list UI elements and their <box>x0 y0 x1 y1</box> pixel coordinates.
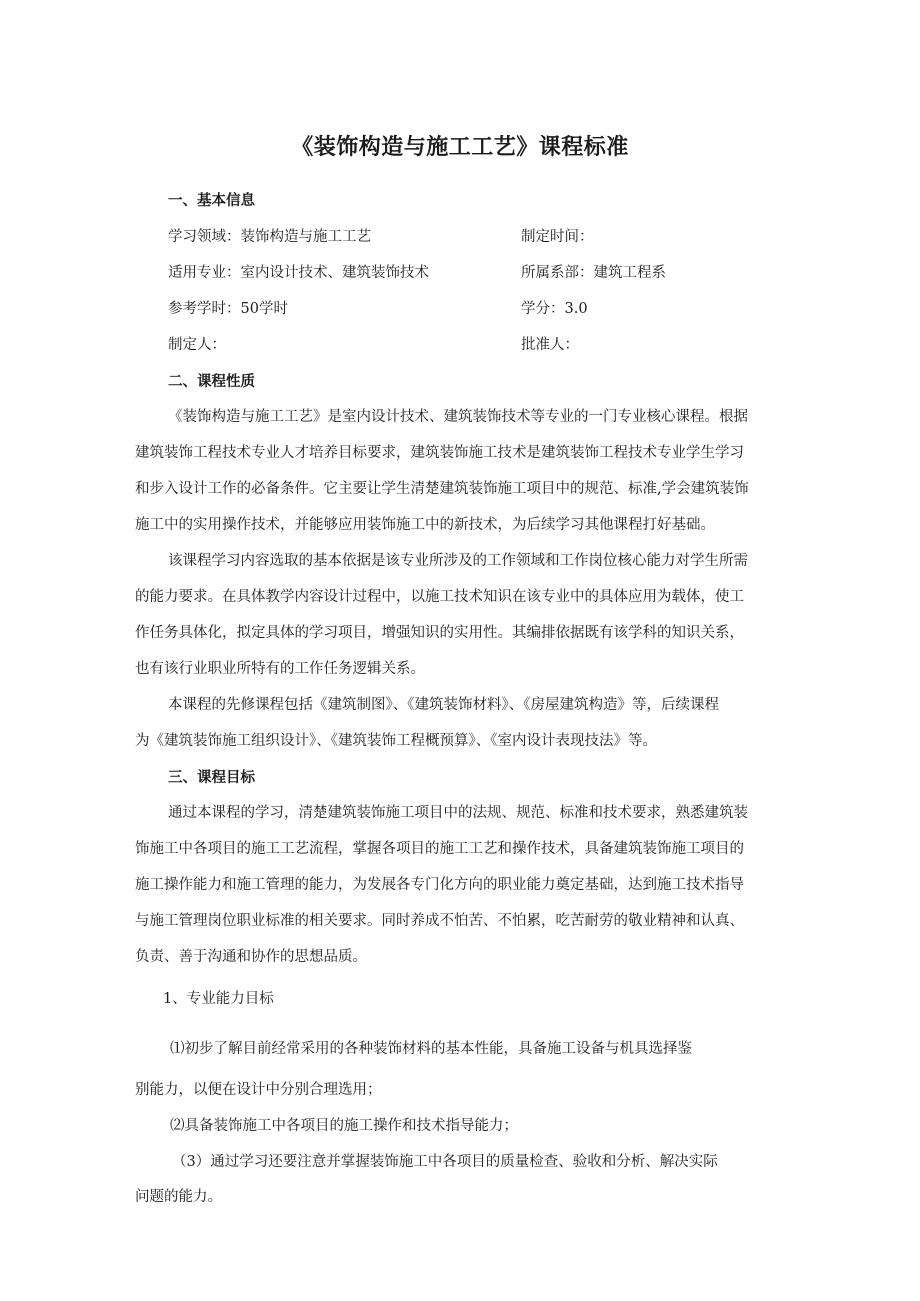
nature-p2-line: 也有该行业职业所特有的工作任务逻辑关系。 <box>135 661 425 677</box>
nature-p2-line: 该课程学习内容选取的基本依据是该专业所涉及的工作领域和工作岗位核心能力对学生所需 <box>168 553 748 569</box>
info-hours: 参考学时：50学时 <box>168 301 288 317</box>
goal-item-3-line: （3）通过学习还要注意并掌握装饰施工中各项目的质量检查、验收和分析、解决实际 <box>172 1154 718 1170</box>
goal-item-3-line: 问题的能力。 <box>135 1189 222 1205</box>
info-maker: 制定人： <box>168 337 226 353</box>
info-credit: 学分：3.0 <box>521 301 588 317</box>
nature-p1-line: 《装饰构造与施工工艺》是室内设计技术、建筑装饰技术等专业的一门专业核心课程。根据 <box>168 409 748 425</box>
goal-item-1-line: ⑴初步了解目前经常采用的各种装饰材料的基本性能，具备施工设备与机具选择鉴 <box>170 1041 692 1057</box>
goal-item-1-line: 别能力，以便在设计中分别合理选用； <box>135 1082 382 1098</box>
nature-p2-line: 的能力要求。在具体教学内容设计过程中，以施工技术知识在该专业中的具体应用为载体，使工 <box>135 589 744 605</box>
goals-p1-line: 饰施工中各项目的施工工艺流程，掌握各项目的施工工艺和操作技术，具备建筑装饰施工项目的 <box>135 841 744 857</box>
subheading-professional-ability: 1、专业能力目标 <box>163 991 274 1007</box>
nature-p1-line: 施工中的实用操作技术，并能够应用装饰施工中的新技术，为后续学习其他课程打好基础。 <box>135 517 715 533</box>
nature-p3-line: 为《建筑装饰施工组织设计》、《建筑装饰工程概预算》、《室内设计表现技法》等。 <box>135 733 657 749</box>
nature-p3-line: 本课程的先修课程包括《建筑制图》、《建筑装饰材料》、《房屋建筑构造》等，后续课程 <box>168 697 719 713</box>
nature-p1-line: 建筑装饰工程技术专业人才培养目标要求，建筑装饰施工技术是建筑装饰工程技术专业学生学习 <box>135 445 744 461</box>
section-heading-course-nature: 二、课程性质 <box>168 374 255 390</box>
nature-p2-line: 作任务具体化，拟定具体的学习项目，增强知识的实用性。其编排依据既有该学科的知识关系， <box>135 625 744 641</box>
info-study-area: 学习领域：装饰构造与施工工艺 <box>168 229 371 245</box>
page-title: 《装饰构造与施工工艺》课程标准 <box>291 135 629 160</box>
info-made-time: 制定时间： <box>521 229 594 245</box>
goals-p1-line: 施工操作能力和施工管理的能力，为发展各专门化方向的职业能力奠定基础，达到施工技术指导 <box>135 877 744 893</box>
info-department: 所属系部：建筑工程系 <box>521 265 666 281</box>
goals-p1-line: 与施工管理岗位职业标准的相关要求。同时养成不怕苦、不怕累，吃苦耐劳的敬业精神和认真、 <box>135 913 744 929</box>
goal-item-2: ⑵具备装饰施工中各项目的施工操作和技术指导能力； <box>170 1118 518 1134</box>
nature-p1-line: 和步入设计工作的必备条件。它主要让学生清楚建筑装饰施工项目中的规范、标准,学会建筑装饰 <box>135 481 749 497</box>
goals-p1-line: 负责、善于沟通和协作的思想品质。 <box>135 949 367 965</box>
section-heading-basic-info: 一、基本信息 <box>168 193 255 209</box>
info-major: 适用专业：室内设计技术、建筑装饰技术 <box>168 265 429 281</box>
info-approver: 批准人： <box>521 337 579 353</box>
section-heading-course-goals: 三、课程目标 <box>168 770 255 786</box>
goals-p1-line: 通过本课程的学习，清楚建筑装饰施工项目中的法规、规范、标准和技术要求，熟悉建筑装 <box>168 805 748 821</box>
